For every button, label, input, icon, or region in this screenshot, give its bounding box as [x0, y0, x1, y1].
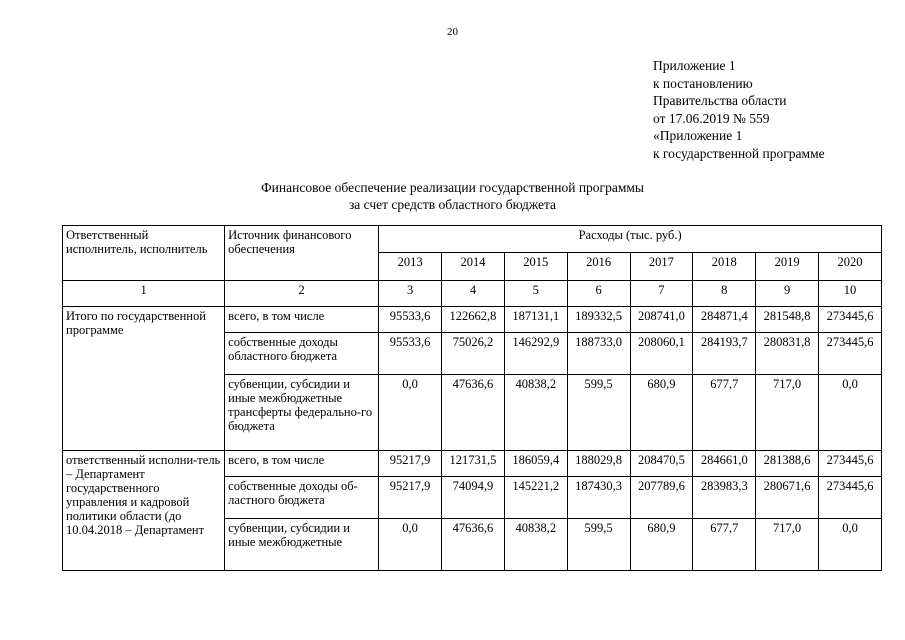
column-number: 10: [819, 281, 882, 307]
value-cell: 284193,7: [693, 333, 756, 375]
value-cell: 95533,6: [379, 307, 442, 333]
value-cell: 599,5: [567, 375, 630, 451]
value-cell: 95533,6: [379, 333, 442, 375]
value-cell: 283983,3: [693, 477, 756, 519]
appendix-line: от 17.06.2019 № 559: [653, 110, 770, 126]
value-cell: 75026,2: [442, 333, 505, 375]
column-number: 1: [63, 281, 225, 307]
value-cell: 208060,1: [630, 333, 693, 375]
value-cell: 281388,6: [756, 451, 819, 477]
value-cell: 74094,9: [442, 477, 505, 519]
value-cell: 717,0: [756, 519, 819, 571]
appendix-line: Приложение 1: [653, 58, 736, 73]
document-title: [0, 179, 905, 213]
appendix-line: «Приложение 1: [653, 128, 743, 143]
value-cell: 145221,2: [504, 477, 567, 519]
header-year: 2017: [630, 253, 693, 281]
value-cell: 187131,1: [504, 307, 567, 333]
value-cell: 677,7: [693, 519, 756, 571]
appendix-line: Правительства области: [653, 93, 787, 108]
header-year: 2013: [379, 253, 442, 281]
value-cell: 188733,0: [567, 333, 630, 375]
value-cell: 95217,9: [379, 477, 442, 519]
value-cell: 280671,6: [756, 477, 819, 519]
header-year: 2020: [819, 253, 882, 281]
column-number-row: [63, 281, 882, 307]
column-number: 5: [504, 281, 567, 307]
value-cell: 188029,8: [567, 451, 630, 477]
value-cell: 0,0: [819, 519, 882, 571]
value-cell: 189332,5: [567, 307, 630, 333]
value-cell: 187430,3: [567, 477, 630, 519]
appendix-line: к государственной программе: [653, 145, 825, 161]
header-executor: Ответственный исполнитель, исполнитель: [63, 226, 225, 281]
value-cell: 717,0: [756, 375, 819, 451]
header-year: 2016: [567, 253, 630, 281]
value-cell: 273445,6: [819, 451, 882, 477]
column-number: 6: [567, 281, 630, 307]
value-cell: 680,9: [630, 375, 693, 451]
financing-table: [62, 225, 882, 571]
source-cell: собственные доходы областного бюджета: [225, 333, 379, 375]
value-cell: 273445,6: [819, 307, 882, 333]
source-cell: субвенции, субсидии и иные межбюджетные: [225, 519, 379, 571]
value-cell: 284871,4: [693, 307, 756, 333]
column-number: 7: [630, 281, 693, 307]
executor-cell: ответственный исполни-тель – Департамент государственного управления и кадровой политики области (до 10.04.2018 – Департамент: [63, 451, 225, 571]
header-year: 2019: [756, 253, 819, 281]
value-cell: 40838,2: [504, 519, 567, 571]
header-year: 2015: [504, 253, 567, 281]
value-cell: 273445,6: [819, 477, 882, 519]
column-number: 3: [379, 281, 442, 307]
table-row: [63, 307, 882, 333]
value-cell: 47636,6: [442, 519, 505, 571]
value-cell: 207789,6: [630, 477, 693, 519]
value-cell: 280831,8: [756, 333, 819, 375]
value-cell: 599,5: [567, 519, 630, 571]
header-year: 2014: [442, 253, 505, 281]
value-cell: 95217,9: [379, 451, 442, 477]
value-cell: 680,9: [630, 519, 693, 571]
value-cell: 0,0: [379, 519, 442, 571]
table-row: [63, 451, 882, 477]
value-cell: 47636,6: [442, 375, 505, 451]
value-cell: 208741,0: [630, 307, 693, 333]
header-expenses: Расходы (тыс. руб.): [379, 226, 882, 253]
value-cell: 186059,4: [504, 451, 567, 477]
column-number: 9: [756, 281, 819, 307]
column-number: 4: [442, 281, 505, 307]
executor-cell: Итого по государственной программе: [63, 307, 225, 451]
value-cell: 0,0: [379, 375, 442, 451]
header-year: 2018: [693, 253, 756, 281]
page-number: 20: [447, 26, 458, 38]
value-cell: 40838,2: [504, 375, 567, 451]
value-cell: 122662,8: [442, 307, 505, 333]
header-source: Источник финансового обеспечения: [225, 226, 379, 281]
value-cell: 677,7: [693, 375, 756, 451]
value-cell: 146292,9: [504, 333, 567, 375]
value-cell: 0,0: [819, 375, 882, 451]
value-cell: 281548,8: [756, 307, 819, 333]
value-cell: 121731,5: [442, 451, 505, 477]
source-cell: собственные доходы об-ластного бюджета: [225, 477, 379, 519]
source-cell: всего, в том числе: [225, 307, 379, 333]
value-cell: 284661,0: [693, 451, 756, 477]
source-cell: всего, в том числе: [225, 451, 379, 477]
value-cell: 208470,5: [630, 451, 693, 477]
column-number: 2: [225, 281, 379, 307]
column-number: 8: [693, 281, 756, 307]
title-line: Финансовое обеспечение реализации государственной программы: [261, 180, 644, 195]
appendix-line: к постановлению: [653, 75, 753, 91]
header-row: [63, 226, 882, 253]
source-cell: субвенции, субсидии и иные межбюджетные трансферты федерально-го бюджета: [225, 375, 379, 451]
value-cell: 273445,6: [819, 333, 882, 375]
appendix-block: [653, 57, 825, 162]
title-line: за счет средств областного бюджета: [348, 197, 557, 212]
